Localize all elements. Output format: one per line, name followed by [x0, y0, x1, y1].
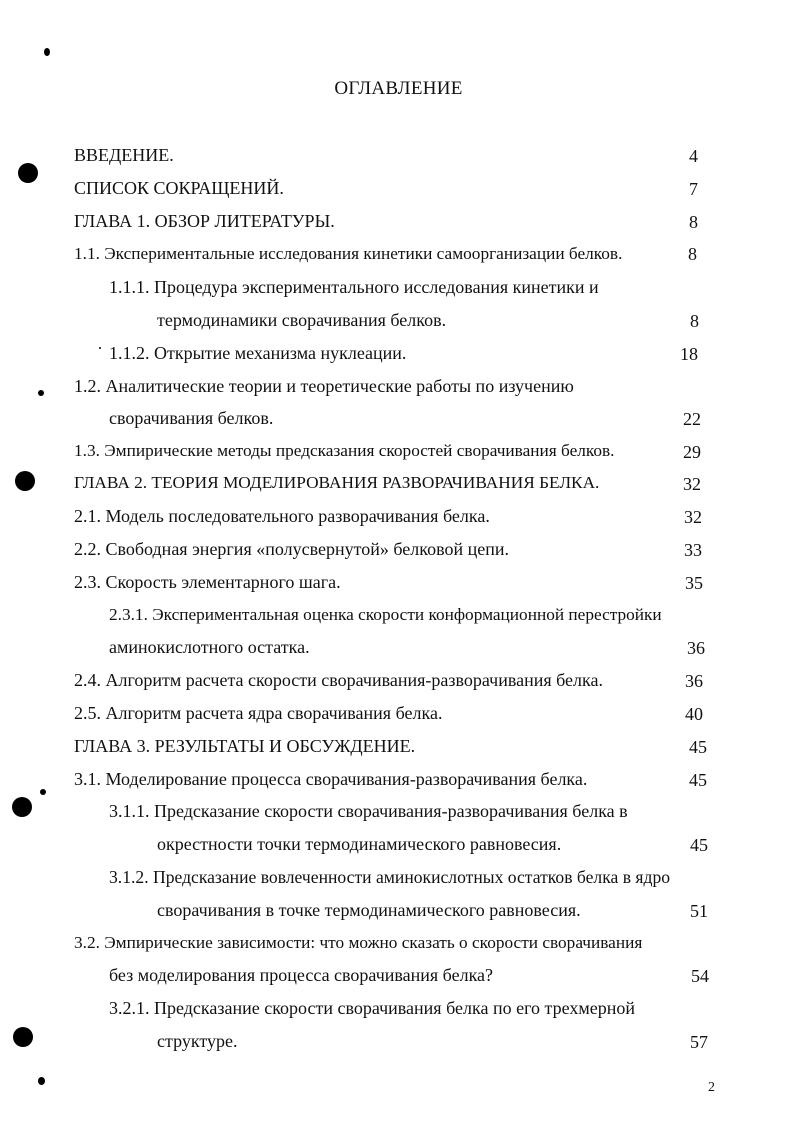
toc-entry-page: 33: [684, 540, 702, 560]
toc-entry-page: 54: [691, 966, 709, 986]
toc-entry-page: 35: [685, 573, 703, 593]
toc-entry-page: 4: [689, 146, 698, 166]
page-title: ОГЛАВЛЕНИЕ: [334, 78, 463, 99]
toc-entry-page: 57: [690, 1032, 708, 1052]
toc-entry-text: 1.1.2. Открытие механизма нуклеации.: [109, 343, 407, 363]
toc-entry-text: ГЛАВА 2. ТЕОРИЯ МОДЕЛИРОВАНИЯ РАЗВОРАЧИВАНИЯ БЕЛКА.: [74, 473, 600, 492]
toc-entry-page: 29: [683, 442, 701, 462]
toc-entry-page: 45: [689, 770, 707, 790]
toc-entry-text: 1.1. Экспериментальные исследования кинетики самоорганизации белков.: [74, 244, 623, 263]
toc-entry-text: 3.1.1. Предсказание скорости сворачивания-разворачивания белка в: [109, 801, 628, 821]
toc-entry-text: сворачивания белков.: [109, 408, 274, 428]
toc-entry-page: 51: [690, 901, 708, 921]
toc-entry-text: 3.2.1. Предсказание скорости сворачивания белка по его трехмерной: [109, 998, 635, 1018]
page-number: 2: [708, 1080, 715, 1095]
toc-entry-text: 1.2. Аналитические теории и теоретические работы по изучению: [74, 376, 574, 396]
toc-entry-text: окрестности точки термодинамического равновесия.: [157, 834, 562, 854]
toc-entry-page: 36: [685, 671, 703, 691]
toc-entry-text: без моделирования процесса сворачивания белка?: [109, 965, 494, 985]
toc-entry-text: 2.5. Алгоритм расчета ядра сворачивания белка.: [74, 703, 443, 723]
toc-entry-text: 2.2. Свободная энергия «полусвернутой» белковой цепи.: [74, 539, 509, 559]
toc-entry-text: 2.1. Модель последовательного разворачивания белка.: [74, 506, 490, 526]
toc-entry-page: 7: [689, 179, 698, 199]
scan-speck: [40, 789, 46, 795]
toc-entry-page: 32: [684, 507, 702, 527]
binder-hole: [12, 797, 32, 817]
scan-speck: [99, 347, 101, 349]
toc-entry-text: 1.1.1. Процедура экспериментального исследования кинетики и: [109, 277, 599, 297]
toc-entry-text: 3.1. Моделирование процесса сворачивания-разворачивания белка.: [74, 769, 588, 789]
toc-entry-text: 1.3. Эмпирические методы предсказания скоростей сворачивания белков.: [74, 441, 615, 460]
toc-entry-text: ГЛАВА 1. ОБЗОР ЛИТЕРАТУРЫ.: [74, 211, 335, 231]
toc-entry-page: 22: [683, 409, 701, 429]
toc-entry-page: 45: [689, 737, 707, 757]
toc-entry-page: 36: [687, 638, 705, 658]
toc-entry-text: 2.4. Алгоритм расчета скорости сворачивания-разворачивания белка.: [74, 670, 603, 690]
toc-entry-page: 40: [685, 704, 703, 724]
toc-entry-text: ВВЕДЕНИЕ.: [74, 145, 174, 165]
scan-speck: [38, 1077, 45, 1085]
toc-entry-text: термодинамики сворачивания белков.: [157, 310, 447, 330]
binder-hole: [13, 1027, 33, 1047]
scan-speck: [44, 48, 50, 56]
toc-entry-text: 3.1.2. Предсказание вовлеченности аминокислотных остатков белка в ядро: [109, 867, 671, 887]
toc-entry-page: 32: [683, 474, 701, 494]
scan-speck: [38, 390, 44, 396]
toc-entry-text: аминокислотного остатка.: [109, 637, 310, 657]
toc-entry-text: 3.2. Эмпирические зависимости: что можно сказать о скорости сворачивания: [74, 933, 643, 952]
toc-entry-page: 8: [688, 244, 697, 264]
toc-entry-page: 8: [689, 212, 698, 232]
toc-entry-text: 2.3.1. Экспериментальная оценка скорости конформационной перестройки: [109, 605, 662, 624]
toc-entry-text: ГЛАВА 3. РЕЗУЛЬТАТЫ И ОБСУЖДЕНИЕ.: [74, 736, 416, 756]
toc-entry-text: 2.3. Скорость элементарного шага.: [74, 572, 341, 592]
toc-entry-text: сворачивания в точке термодинамического равновесия.: [157, 900, 581, 920]
binder-hole: [15, 471, 35, 491]
binder-hole: [18, 163, 38, 183]
toc-entry-page: 45: [690, 835, 708, 855]
toc-entry-text: структуре.: [157, 1031, 238, 1051]
toc-entry-page: 8: [690, 311, 699, 331]
toc-entry-text: СПИСОК СОКРАЩЕНИЙ.: [74, 178, 284, 198]
toc-entry-page: 18: [680, 344, 698, 364]
